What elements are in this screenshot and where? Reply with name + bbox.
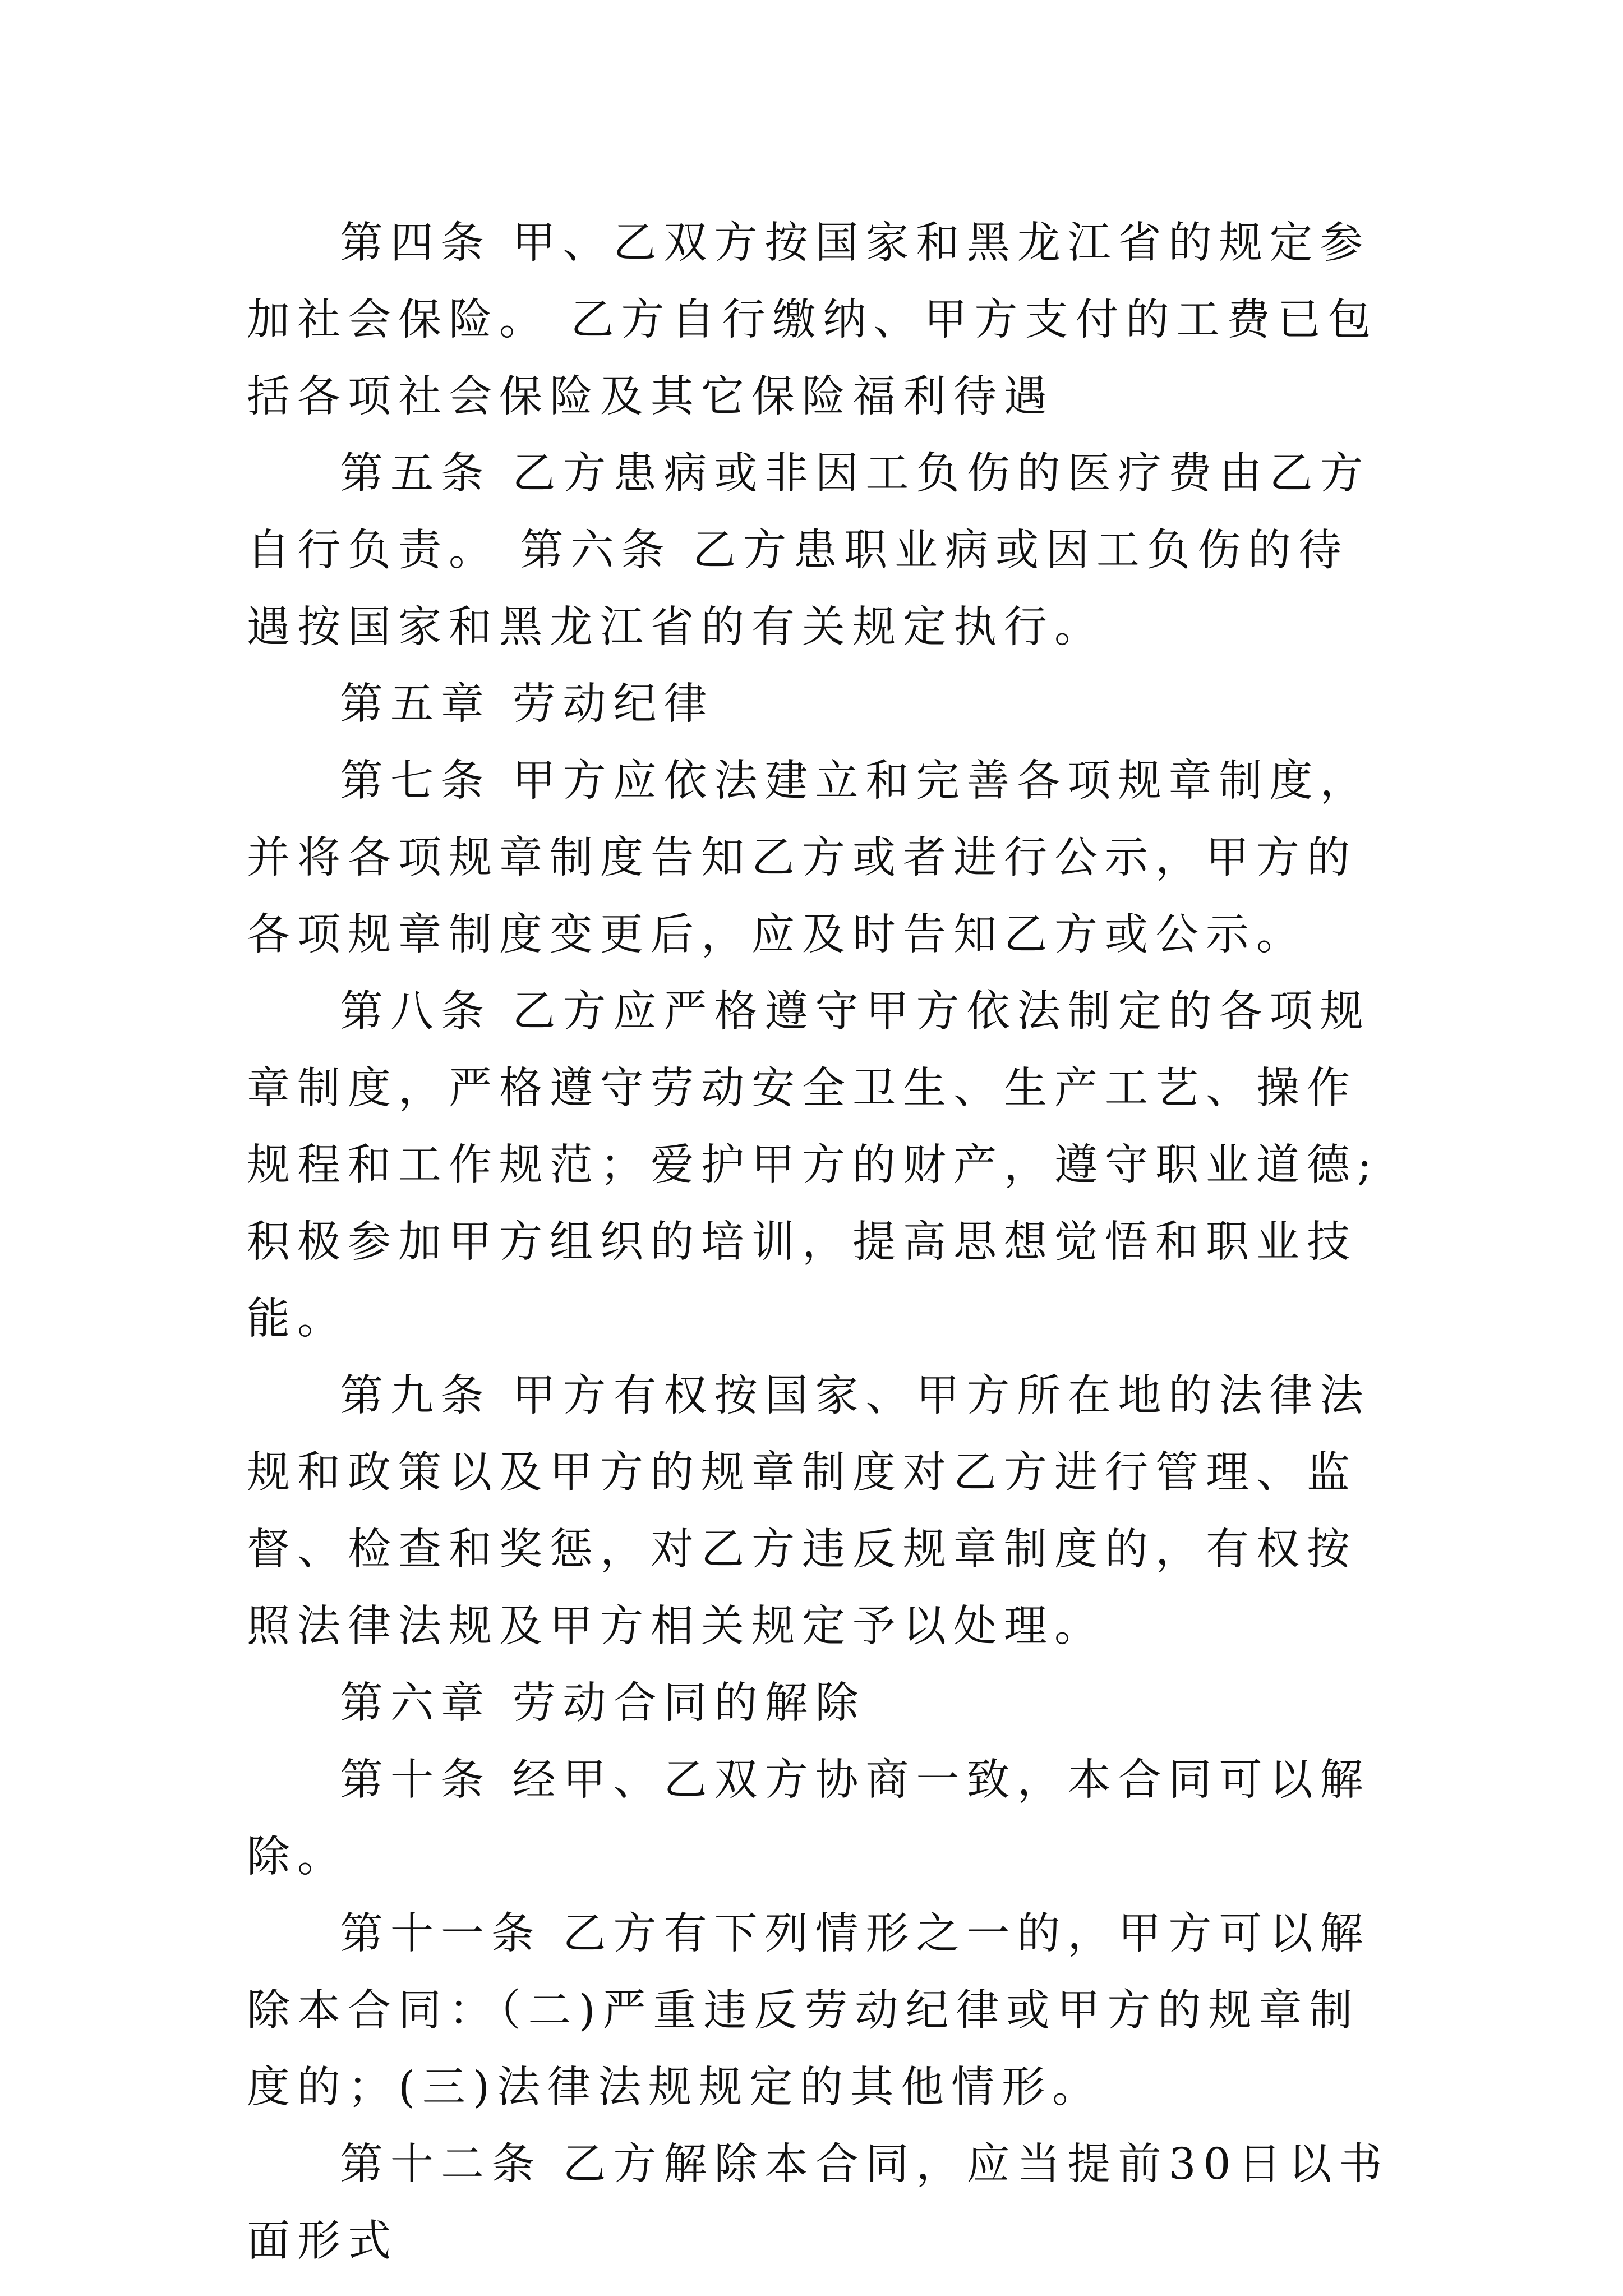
article-7-paragraph: 第七条 甲方应依法建立和完善各项规章制度，并将各项规章制度告知乙方或者进行公示，甲方的各项规章制度变更后，应及时告知乙方或公示。 <box>247 756 1371 960</box>
document-body <box>247 205 1396 2280</box>
chapter-6-heading: 第六章 劳动合同的解除 <box>340 1678 866 1728</box>
article-5-6-paragraph: 第五条 乙方患病或非因工负伤的医疗费由乙方自行负责。 第六条 乙方患职业病或因工负伤的待遇按国家和黑龙江省的有关规定执行。 <box>247 449 1371 652</box>
article-11-paragraph: 第十一条 乙方有下列情形之一的，甲方可以解除本合同：（二)严重违反劳动纪律或甲方的规章制度的；(三)法律法规规定的其他情形。 <box>247 1909 1371 2113</box>
article-12-paragraph: 第十二条 乙方解除本合同，应当提前30日以书面形式 <box>247 2139 1390 2266</box>
chapter-5-heading: 第五章 劳动纪律 <box>340 679 714 729</box>
article-9-paragraph: 第九条 甲方有权按国家、甲方所在地的法律法规和政策以及甲方的规章制度对乙方进行管理、监督、检查和奖惩，对乙方违反规章制度的，有权按照法律法规及甲方相关规定予以处理。 <box>247 1371 1371 1651</box>
article-4-paragraph: 第四条 甲、乙双方按国家和黑龙江省的规定参加社会保险。 乙方自行缴纳、甲方支付的工费已包括各项社会保险及其它保险福利待遇 <box>247 218 1378 422</box>
article-10-paragraph: 第十条 经甲、乙双方协商一致，本合同可以解除。 <box>247 1755 1371 1882</box>
article-8-paragraph: 第八条 乙方应严格遵守甲方依法制定的各项规章制度，严格遵守劳动安全卫生、生产工艺、操作规程和工作规范；爱护甲方的财产，遵守职业道德;积极参加甲方组织的培训，提高思想觉悟和职业技能。 <box>247 987 1379 1344</box>
